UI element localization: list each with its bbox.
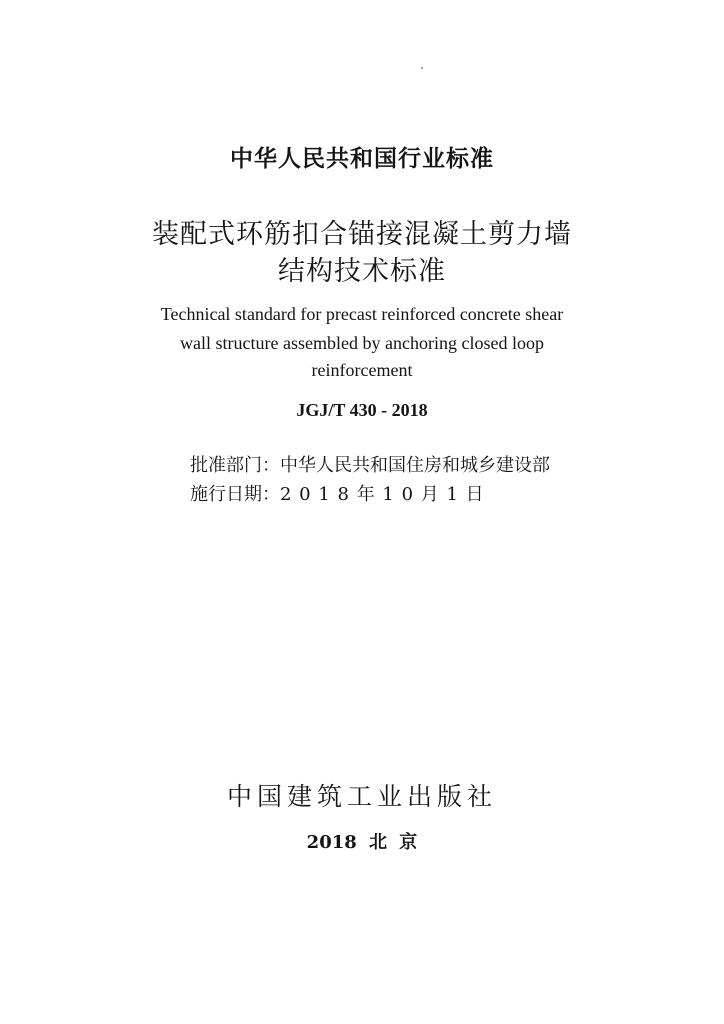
effective-date-row (190, 480, 484, 506)
english-title-line-2: wall structure assembled by anchoring closed loop (180, 333, 544, 353)
chinese-title-line-2: 结构技术标准 (278, 256, 446, 287)
english-title-line-3: reinforcement (311, 360, 413, 380)
approval-row (190, 451, 550, 477)
standard-series-title: 中华人民共和国行业标准 (230, 146, 494, 172)
approval-label: 批准部门： (190, 455, 280, 476)
english-title-line-1: Technical standard for precast reinforced concrete shear (160, 304, 564, 324)
standard-code: JGJ/T 430 - 2018 (296, 400, 428, 420)
effective-date-value: 2 0 1 8 年 1 0 月 1 日 (280, 484, 484, 505)
publish-place-year: 2018 北 京 (306, 832, 418, 853)
chinese-title-line-1: 装配式环筋扣合锚接混凝土剪力墙 (152, 219, 572, 250)
scan-speck (421, 67, 423, 69)
publisher-name: 中国建筑工业出版社 (226, 782, 497, 811)
effective-date-label: 施行日期： (190, 484, 280, 505)
approval-value: 中华人民共和国住房和城乡建设部 (280, 455, 550, 476)
